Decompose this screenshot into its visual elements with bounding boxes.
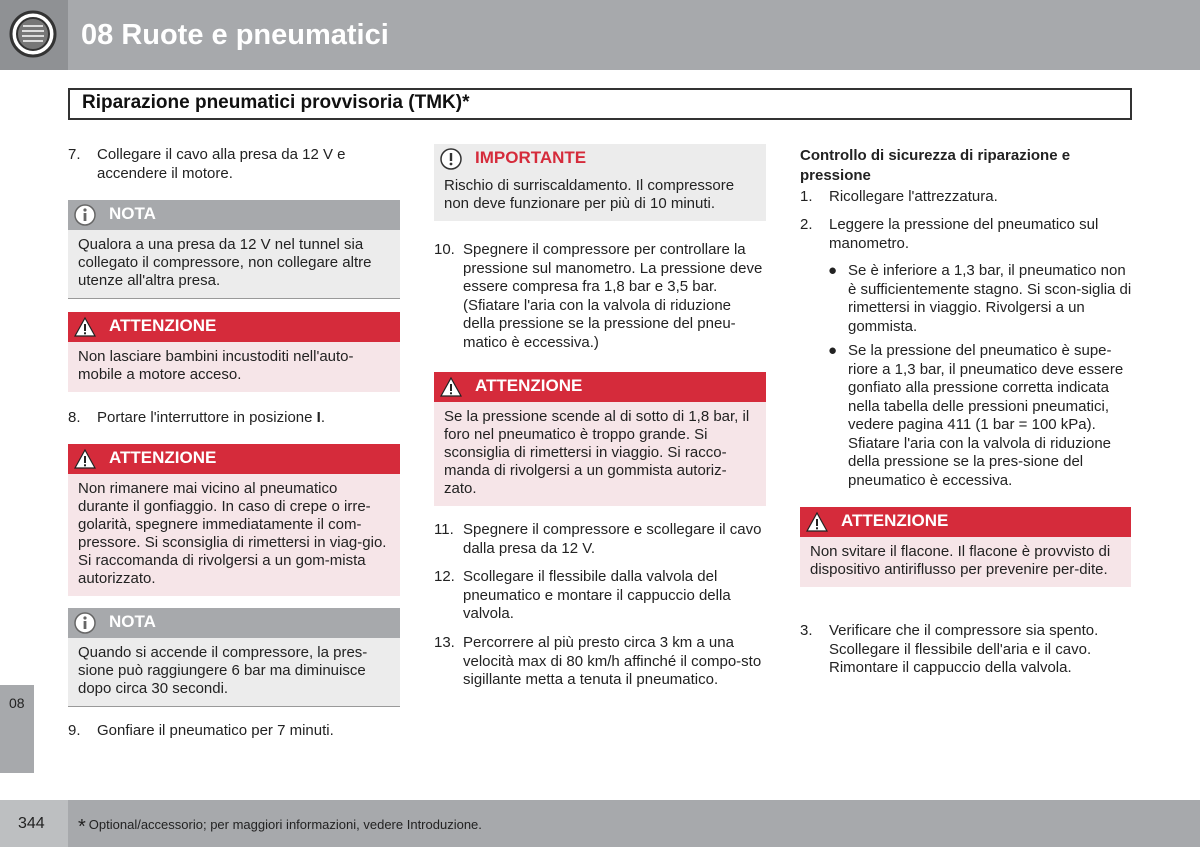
warning-triangle-icon xyxy=(440,376,462,398)
chapter-title: 08 Ruote e pneumatici xyxy=(81,19,389,51)
footnote-text: Optional/accessorio; per maggiori informazioni, vedere Introduzione. xyxy=(88,817,482,832)
note-body: Quando si accende il compressore, la pres-sione può raggiungere 6 bar ma diminuisce dopo circa 30 secondi. xyxy=(68,638,400,707)
warning-body: Se la pressione scende al di sotto di 1,8 bar, il foro nel pneumatico è troppo grande. Si sconsiglia di rimettersi in viaggio. Si racco-manda di rivolgersi a un gommista autoriz-zato. xyxy=(434,402,766,506)
warning-box xyxy=(68,312,400,392)
warning-header xyxy=(800,507,1131,537)
important-header xyxy=(434,144,766,174)
step-11 xyxy=(434,521,766,558)
step-text: Gonfiare il pneumatico per 7 minuti. xyxy=(97,722,334,739)
bullet-item xyxy=(828,262,1132,336)
step-number: 3. xyxy=(800,622,813,639)
warning-label: ATTENZIONE xyxy=(475,376,583,395)
page-number: 344 xyxy=(18,815,45,832)
step-number: 12. xyxy=(434,568,455,585)
warning-header xyxy=(68,312,400,342)
important-box xyxy=(434,144,766,221)
exclamation-icon xyxy=(440,148,462,170)
step-text: Portare l'interruttore in posizione I. xyxy=(97,409,325,426)
warning-box xyxy=(68,444,400,596)
note-label: NOTA xyxy=(109,204,156,223)
step-2 xyxy=(800,216,1130,253)
warning-body: Non svitare il flacone. Il flacone è provvisto di dispositivo antiriflusso per prevenire per-dite. xyxy=(800,537,1131,587)
step-3 xyxy=(800,622,1130,678)
step-number: 1. xyxy=(800,188,813,205)
step-12 xyxy=(434,568,766,624)
warning-label: ATTENZIONE xyxy=(109,448,217,467)
bullet-dot: ● xyxy=(828,342,838,359)
step-text: Collegare il cavo alla presa da 12 V e accendere il motore. xyxy=(97,146,346,182)
step-text: Percorrere al più presto circa 3 km a una velocità max di 80 km/h affinché il compo-sto sigillante metta a tenuta il pneumatico. xyxy=(463,634,762,688)
warning-body: Non rimanere mai vicino al pneumatico durante il gonfiaggio. In caso di crepe o irre-golarità, spegnere immediatamente il com-pressore. Si sconsiglia di rimettersi in viag-gio. Si raccomanda di rivolgersi a un gom-mista autorizzato. xyxy=(68,474,400,596)
step-1 xyxy=(800,188,1130,207)
warning-body: Non lasciare bambini incustoditi nell'auto-mobile a motore acceso. xyxy=(68,342,400,392)
chapter-tab-label: 08 xyxy=(9,695,25,711)
step-number: 11. xyxy=(434,521,454,538)
bullet-dot: ● xyxy=(828,262,838,279)
step-text: Scollegare il flessibile dalla valvola del pneumatico e montare il cappuccio della valvola. xyxy=(463,568,731,622)
step-number: 13. xyxy=(434,634,455,651)
important-body: Rischio di surriscaldamento. Il compressore non deve funzionare per più di 10 minuti. xyxy=(434,174,766,221)
warning-triangle-icon xyxy=(74,448,96,470)
note-box xyxy=(68,608,400,707)
warning-box xyxy=(434,372,766,506)
footnote-star: * xyxy=(78,816,86,838)
warning-label: ATTENZIONE xyxy=(841,511,949,530)
chapter-icon-block xyxy=(0,0,68,70)
step-text: Verificare che il compressore sia spento. Scollegare il flessibile dell'aria e il cavo. Rimontare il cappuccio della valvola. xyxy=(829,622,1099,676)
note-header xyxy=(68,200,400,230)
step-9 xyxy=(68,722,388,741)
warning-triangle-icon xyxy=(74,316,96,338)
warning-header xyxy=(434,372,766,402)
warning-header xyxy=(68,444,400,474)
step-number: 7. xyxy=(68,146,81,163)
section-title: Riparazione pneumatici provvisoria (TMK)* xyxy=(82,92,470,113)
note-body: Qualora a una presa da 12 V nel tunnel sia collegato il compressore, non collegare altre utenze all'altra presa. xyxy=(68,230,400,299)
step-10 xyxy=(434,241,766,352)
subsection-heading: Controllo di sicurezza di riparazione e pressione xyxy=(800,147,1071,184)
footnote xyxy=(78,816,482,839)
step-text: Spegnere il compressore per controllare la pressione sul manometro. La pressione deve essere compresa fra 1,8 bar e 3,5 bar. (Sfiatare l'aria con la valvola di riduzione della pressione se la pressione del pneu-matico è eccessiva.) xyxy=(463,241,763,351)
note-label: NOTA xyxy=(109,612,156,631)
step-13 xyxy=(434,634,766,690)
warning-triangle-icon xyxy=(806,511,828,533)
step-8 xyxy=(68,409,388,428)
step-text: Ricollegare l'attrezzatura. xyxy=(829,188,998,205)
bullet-text: Se è inferiore a 1,3 bar, il pneumatico non è sufficientemente stagno. Si scon-siglia di rimettersi in viaggio. Rivolgersi a un gommista. xyxy=(848,262,1132,335)
step-number: 9. xyxy=(68,722,81,739)
info-icon xyxy=(74,612,96,634)
info-icon xyxy=(74,204,96,226)
bullet-item xyxy=(828,342,1132,490)
note-header xyxy=(68,608,400,638)
warning-box xyxy=(800,507,1131,587)
step-number: 8. xyxy=(68,409,81,426)
tire-icon xyxy=(0,0,68,70)
step-number: 10. xyxy=(434,241,455,258)
warning-label: ATTENZIONE xyxy=(109,316,217,335)
step-text: Spegnere il compressore e scollegare il cavo dalla presa da 12 V. xyxy=(463,521,762,557)
position-marker: I xyxy=(316,409,321,426)
note-box xyxy=(68,200,400,299)
step-number: 2. xyxy=(800,216,813,233)
chapter-tab xyxy=(0,685,34,773)
section-title-box xyxy=(68,88,1132,120)
bullet-text: Se la pressione del pneumatico è supe-riore a 1,3 bar, il pneumatico deve essere gonfiato alla pressione corretta indicata nella tabella delle pressioni pneumatici, vedere pagina 411 (1 bar = 100 kPa). Sfiatare l'aria con la valvola di riduzione della pressione se la pres-sione del pneumatico è eccessiva. xyxy=(848,342,1124,489)
step-7 xyxy=(68,146,388,183)
step-text: Leggere la pressione del pneumatico sul manometro. xyxy=(829,216,1099,252)
important-label: IMPORTANTE xyxy=(475,148,587,167)
